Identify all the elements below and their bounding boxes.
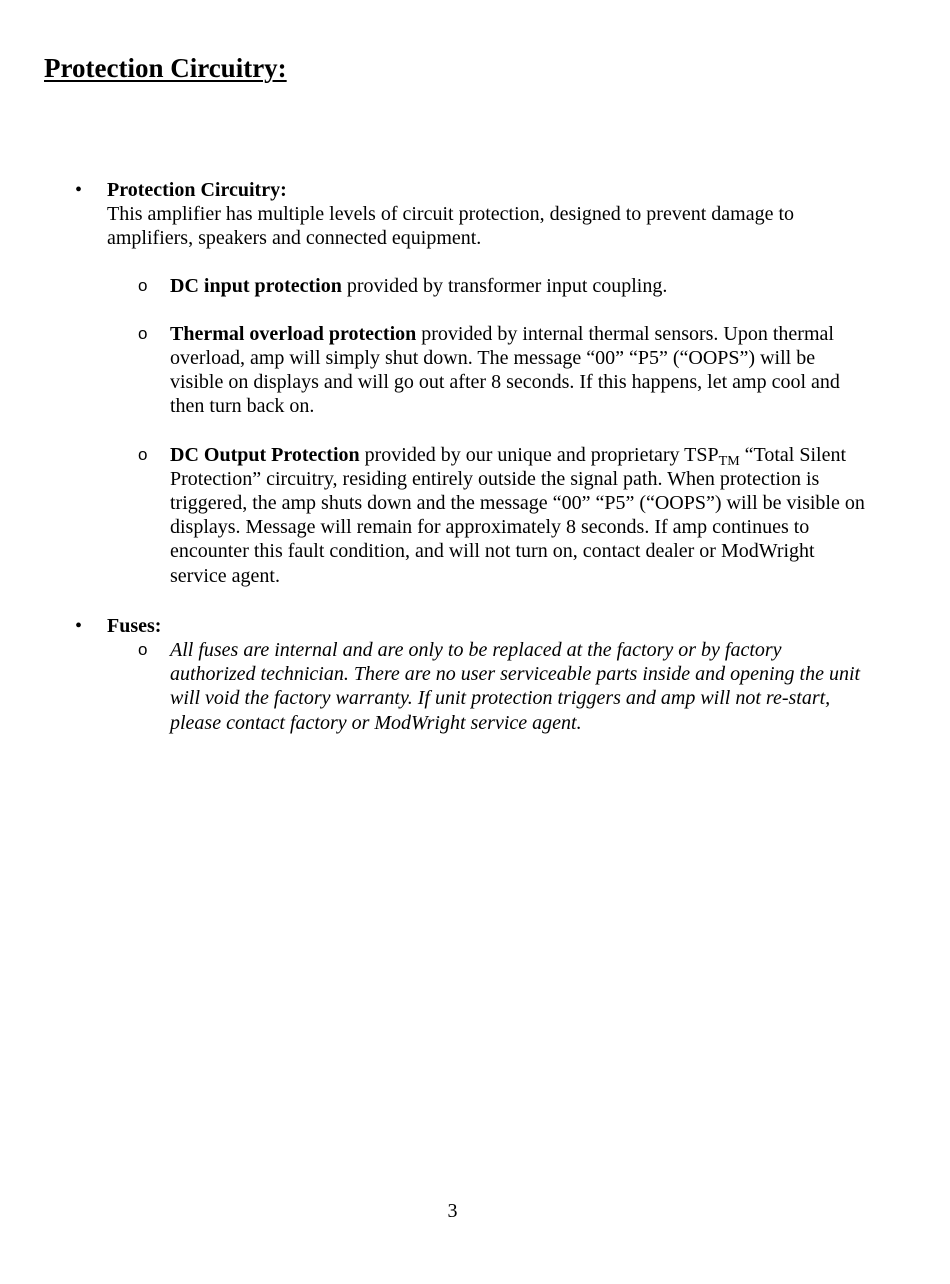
item-text-after: “Total Silent Protection” circuitry, residing entirely outside the signal path. When protection is triggered, the amp shuts down and the message “00” “P5” (“OOPS”) will be visible on displays. Message will remain for approximately 8 seconds. If amp continues to encounter this fault condition, and will not turn on, contact dealer or ModWright service agent. xyxy=(170,443,865,587)
circle-bullet-icon: o xyxy=(138,444,148,464)
item-text-before: provided by our unique and proprietary TSP xyxy=(359,443,719,466)
page-number: 3 xyxy=(447,1200,458,1222)
section-heading: Protection Circuitry: xyxy=(107,179,287,201)
term-dc-input-protection: DC input protection xyxy=(170,274,342,297)
fuses-list xyxy=(0,638,950,735)
protection-list xyxy=(0,274,950,588)
section-intro: This amplifier has multiple levels of circuit protection, designed to prevent damage to amplifiers, speakers and connected equipment. xyxy=(107,203,795,250)
circle-bullet-icon: o xyxy=(138,640,148,660)
term-thermal-overload-protection: Thermal overload protection xyxy=(170,322,417,345)
section-protection-circuitry xyxy=(0,178,867,251)
item-text: provided by transformer input coupling. xyxy=(341,274,668,297)
page-title: Protection Circuitry: xyxy=(44,53,287,83)
list-item-dc-input xyxy=(0,274,867,298)
section-fuses xyxy=(0,614,867,638)
term-dc-output-protection: DC Output Protection xyxy=(170,443,360,466)
list-item-dc-output xyxy=(0,443,867,588)
trademark-subscript: TM xyxy=(718,453,740,469)
circle-bullet-icon: o xyxy=(138,323,148,343)
circle-bullet-icon: o xyxy=(138,275,148,295)
list-item-thermal-overload xyxy=(0,322,867,419)
fuses-text: All fuses are internal and are only to be replaced at the factory or by factory authorized technician. There are no user serviceable parts inside and opening the unit will void the factory warranty. If unit protection triggers and amp will not re-start, please contact factory or ModWright service agent. xyxy=(170,639,861,734)
list-item-fuses xyxy=(0,638,867,735)
item-text: provided by internal thermal sensors. Upon thermal overload, amp will simply shut down. The message “00” “P5” (“OOPS”) will be visible on displays and will go out after 8 seconds. If this happens, let amp cool and then turn back on. xyxy=(170,322,840,418)
section-heading: Fuses: xyxy=(107,614,162,637)
bullet-icon: • xyxy=(75,614,83,637)
document-body xyxy=(0,178,950,735)
bullet-icon: • xyxy=(75,179,83,201)
